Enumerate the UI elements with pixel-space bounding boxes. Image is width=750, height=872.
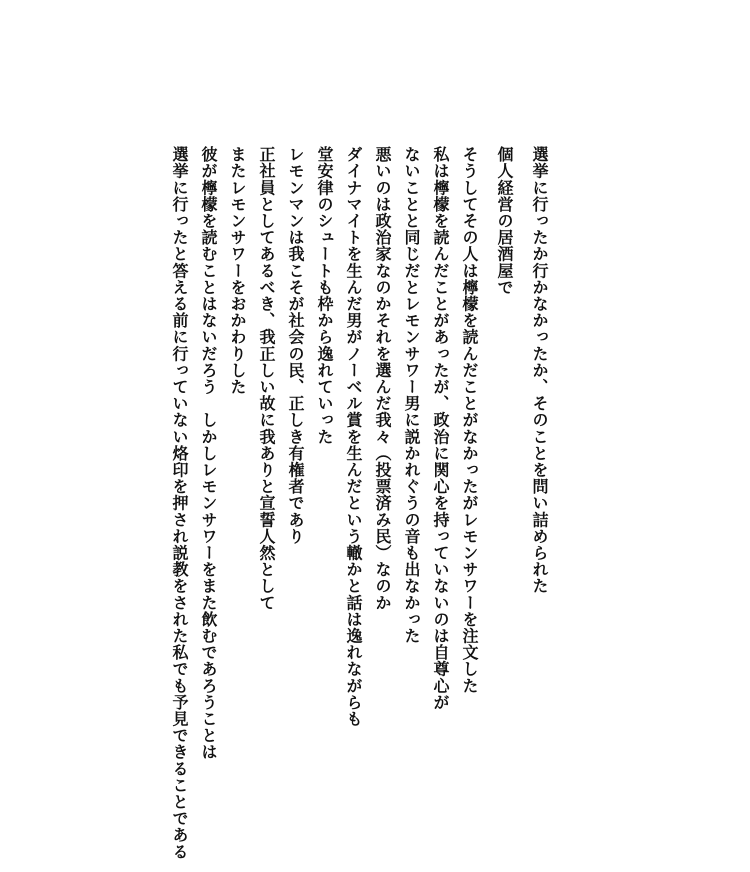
text-line-7: ダイナマイトを生んだ男がノーベル賞を生んだという轍かと話は逸れながらも bbox=[344, 146, 363, 727]
text-line-12: 彼が檸檬を読むことはないだろう しかしレモンサワーをまた飲むであろうことは bbox=[199, 146, 218, 761]
text-line-10: 正社員としてあるべき、我正しい故に我ありと宣誓人然として bbox=[257, 146, 276, 611]
text-line-11: またレモンサワーをおかわりした bbox=[228, 146, 247, 395]
text-line-9: レモンマンは我こそが社会の民、正しき有権者であり bbox=[286, 146, 305, 545]
text-line-1: 選挙に行ったか行かなかったか、そのことを問い詰められた bbox=[530, 146, 549, 595]
text-line-3: そうしてその人は檸檬を読んだことがなかったがレモンサワーを注文した bbox=[460, 146, 479, 694]
text-line-6: 悪いのは政治家なのかそれを選んだ我々（投票済み民）なのか bbox=[373, 146, 392, 611]
vertical-text-block bbox=[165, 146, 554, 860]
text-line-5: ないことと同じだとレモンサワー男に説かれぐうの音も出なかった bbox=[402, 146, 421, 644]
text-line-4: 私は檸檬を読んだことがあったが、政治に関心を持っていないのは自尊心が bbox=[431, 146, 450, 711]
text-line-13: 選挙に行ったと答える前に行っていない烙印を押され説教をされた私でも予見できることである bbox=[170, 146, 189, 860]
text-line-2: 個人経営の居酒屋で bbox=[495, 146, 514, 296]
text-line-8: 堂安律のシュートも枠から逸れていった bbox=[315, 146, 334, 445]
